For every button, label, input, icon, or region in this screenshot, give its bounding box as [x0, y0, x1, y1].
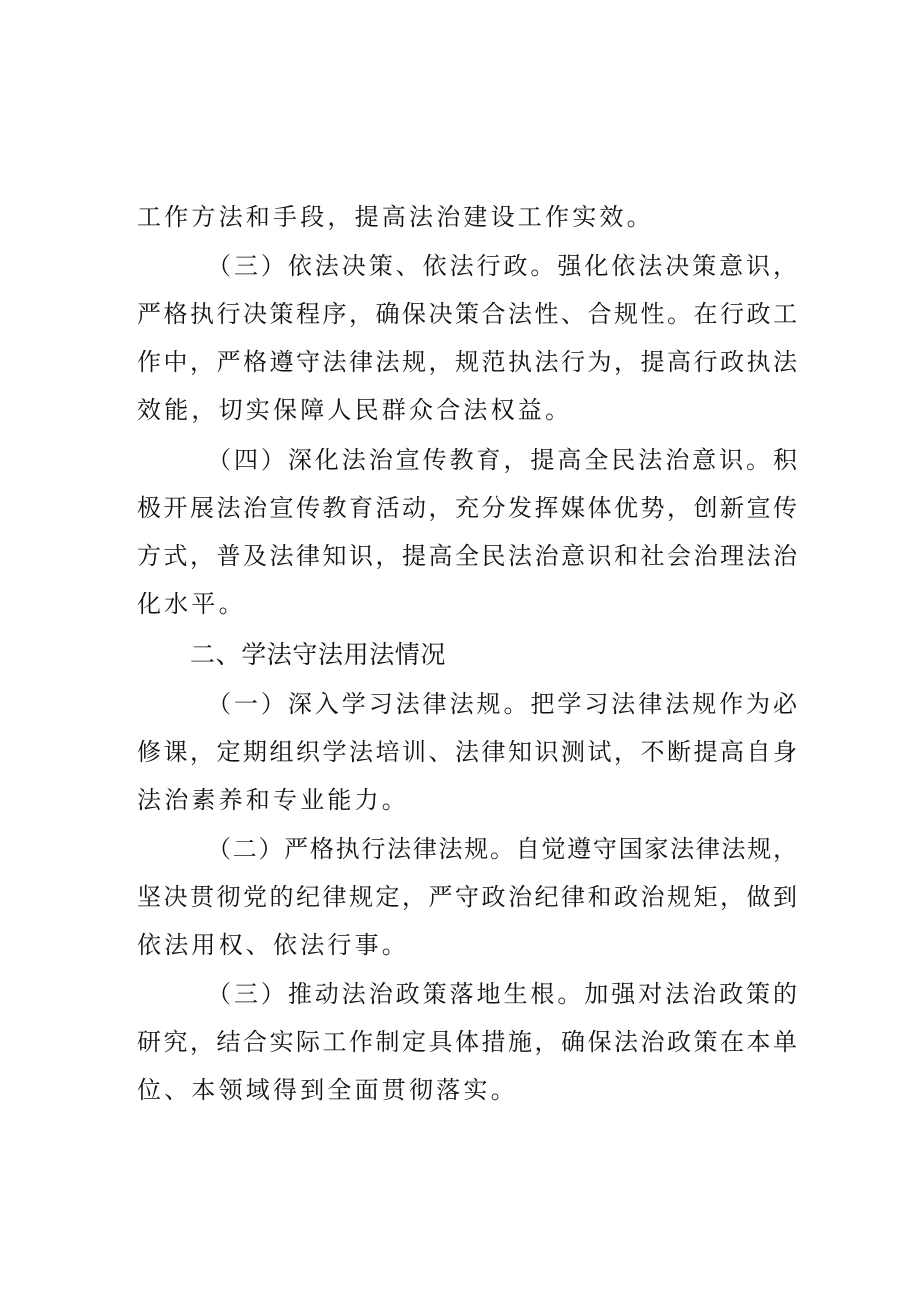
paragraph-line: （四）深化法治宣传教育，提高全民法治意识。积 — [207, 446, 797, 474]
paragraph-line: （三）依法决策、依法行政。强化依法决策意识， — [207, 252, 797, 280]
section-heading: 二、学法守法用法情况 — [190, 640, 447, 669]
paragraph-line: 严格执行决策程序，确保决策合法性、合规性。在行政工 — [137, 300, 797, 328]
paragraph-line: 位、本领域得到全面贯彻落实。 — [137, 1076, 518, 1104]
paragraph-line: （一）深入学习法律法规。把学习法律法规作为必 — [207, 690, 797, 718]
paragraph-line: 修课，定期组织学法培训、法律知识测试，不断提高自身 — [137, 738, 797, 766]
paragraph-line: 作中，严格遵守法律法规，规范执法行为，提高行政执法 — [137, 348, 797, 376]
paragraph-line: 研究，结合实际工作制定具体措施，确保法治政策在本单 — [137, 1028, 797, 1056]
paragraph-line: （三）推动法治政策落地生根。加强对法治政策的 — [207, 980, 797, 1008]
paragraph-line: 效能，切实保障人民群众合法权益。 — [137, 396, 573, 424]
paragraph-line: 极开展法治宣传教育活动，充分发挥媒体优势，创新宣传 — [137, 494, 797, 522]
paragraph-line: （二）严格执行法律法规。自觉遵守国家法律法规， — [207, 835, 797, 863]
paragraph-line: 化水平。 — [137, 590, 246, 618]
paragraph-line: 坚决贯彻党的纪律规定，严守政治纪律和政治规矩，做到 — [137, 883, 797, 911]
paragraph-line: 依法用权、依法行事。 — [137, 931, 409, 959]
paragraph-line: 法治素养和专业能力。 — [137, 786, 409, 814]
paragraph-line: 工作方法和手段，提高法治建设工作实效。 — [137, 203, 654, 231]
paragraph-line: 方式，普及法律知识，提高全民法治意识和社会治理法治 — [137, 542, 797, 570]
